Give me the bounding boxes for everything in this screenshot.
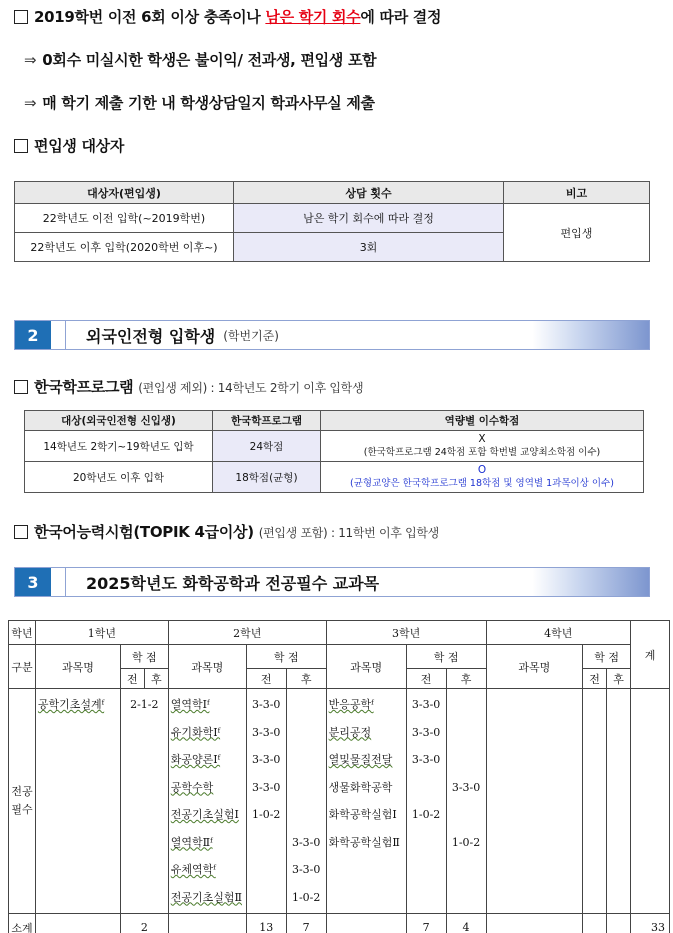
credit-value: 3-3-0: [411, 753, 441, 766]
credit-value: 1-0-2: [411, 808, 441, 821]
transfer-table: [14, 181, 650, 262]
year-header-4: 4학년: [486, 621, 630, 645]
course-name: 화공양론Ⅰᶠ: [170, 753, 221, 766]
grade-header: 학년: [9, 621, 36, 645]
course-name: 생물화학공학: [328, 780, 393, 794]
course-name: 화학공학실험Ⅰ: [328, 808, 397, 821]
section-number: 3: [15, 568, 51, 596]
korean-program-table: [24, 410, 644, 493]
course-name: 유기화학Ⅰᶠ: [170, 725, 221, 739]
second-semester-header: 후: [286, 669, 326, 689]
second-semester-header: 후: [446, 669, 486, 689]
credit-value: 3-3-0: [411, 725, 441, 739]
rule-highlight: 남은 학기 회수: [265, 8, 361, 26]
credit-value: 3-3-0: [451, 780, 481, 794]
kp-credit-cell: 24학점: [213, 431, 321, 462]
section-subtitle: (학번기준): [223, 328, 279, 343]
y2-second-credits: [286, 689, 326, 914]
subtotal-y3-second: 4: [446, 914, 486, 933]
kp-desc: (균형교양은 한국학프로그램 18학점 및 영역별 1과목이상 이수): [350, 478, 614, 489]
subtotal-y3-first: 7: [406, 914, 446, 933]
kp-target-cell: 14학년도 2학기~19학년도 입학: [25, 431, 213, 462]
y4-courses: [486, 689, 583, 914]
second-semester-header: 후: [144, 669, 168, 689]
transfer-remark-cell: 편입생: [504, 204, 650, 262]
kp-credit-cell: 18학점(균형): [213, 462, 321, 493]
credit-value: 3-3-0: [252, 780, 281, 794]
credit-value: 3-3-0: [252, 698, 281, 711]
kp-competency-cell: [321, 431, 644, 462]
category-line-1: 전공: [11, 785, 33, 798]
course-header: 과목명: [35, 645, 120, 689]
year-header-2: 2학년: [168, 621, 326, 645]
subtotal-y1: 2: [120, 914, 168, 933]
y3-first-credits: [406, 689, 446, 914]
section-title: [65, 568, 649, 596]
course-name: 반응공학ᶠ: [328, 698, 374, 711]
arrow-right-icon: ⇒: [24, 94, 37, 112]
korean-program-note: (편입생 제외) : 14학년도 2학기 이후 입학생: [138, 381, 364, 395]
section-2-banner: [14, 320, 650, 350]
note-1-text: 0회수 미실시한 학생은 불이익/ 전과생, 편입생 포함: [42, 51, 377, 69]
credit-header: 학 점: [246, 645, 326, 669]
note-line-1: [24, 49, 376, 70]
kp-mark: X: [478, 433, 486, 445]
course-name: 전공기초실험Ⅰ: [170, 808, 239, 821]
course-name: 공학기초설계ᶠ: [37, 698, 105, 711]
credit-value: 2-1-2: [130, 698, 159, 711]
credit-value: 1-0-2: [291, 890, 321, 904]
transfer-heading: [14, 135, 124, 156]
rule-line: [14, 6, 441, 27]
y4-first-credits: [583, 689, 607, 914]
course-name: 분리공정: [328, 725, 372, 739]
kp-mark: O: [477, 464, 487, 476]
section-title-text: 2025학년도 화학공학과 전공필수 교과목: [86, 573, 380, 593]
y1-credits: [120, 689, 168, 914]
course-header: 과목명: [486, 645, 583, 689]
transfer-target-cell: 22학년도 이전 입학(~2019학번): [15, 204, 234, 233]
checkbox-icon: [14, 380, 28, 394]
y2-first-credits: [246, 689, 286, 914]
total-cell: [631, 689, 670, 914]
transfer-count-cell: 남은 학기 회수에 따라 결정: [234, 204, 504, 233]
credit-value: 3-3-0: [291, 863, 321, 876]
checkbox-icon: [14, 139, 28, 153]
arrow-right-icon: ⇒: [24, 51, 37, 69]
course-name: 전공기초실험Ⅱ: [170, 890, 242, 904]
year-header-3: 3학년: [326, 621, 486, 645]
checkbox-icon: [14, 10, 28, 24]
note-line-2: [24, 92, 375, 113]
year-header-1: 1학년: [35, 621, 168, 645]
kp-target-cell: 20학년도 이후 입학: [25, 462, 213, 493]
kp-desc: (한국학프로그램 24학점 포함 학번별 교양최소학점 이수): [363, 447, 601, 458]
credit-value: 3-3-0: [252, 725, 281, 739]
first-semester-header: 전: [246, 669, 286, 689]
course-name: 유체역학ᶠ: [170, 863, 216, 876]
credit-value: 3-3-0: [252, 753, 281, 766]
category-line-2: 필수: [11, 803, 33, 816]
section-3-banner: [14, 567, 650, 597]
korean-program-title: 한국학프로그램: [34, 378, 134, 396]
course-header: 과목명: [326, 645, 406, 689]
kp-competency-cell: [321, 462, 644, 493]
course-name: 열역학Ⅱᶠ: [170, 835, 213, 849]
type-header: 구분: [9, 645, 36, 689]
transfer-title: 편입생 대상자: [34, 137, 125, 155]
subtotal-y2-first: 13: [246, 914, 286, 933]
y3-second-credits: [446, 689, 486, 914]
course-name: 열및물질전달: [328, 753, 393, 766]
rule-suffix: 에 따라 결정: [360, 8, 442, 26]
y3-courses: [326, 689, 406, 914]
checkbox-icon: [14, 525, 28, 539]
credit-value: 3-3-0: [411, 698, 441, 711]
first-semester-header: 전: [406, 669, 446, 689]
credit-value: 1-0-2: [451, 835, 481, 849]
y2-courses: [168, 689, 246, 914]
credit-value: 3-3-0: [291, 835, 321, 849]
section-title-text: 외국인전형 입학생: [86, 326, 216, 346]
course-name: 공학수학: [170, 780, 214, 794]
rule-prefix: 2019학번 이전 6회 이상 충족이나: [34, 8, 266, 26]
y1-courses: [35, 689, 120, 914]
transfer-header-target: 대상자(편입생): [15, 182, 234, 204]
section-title: [65, 321, 649, 349]
first-semester-header: 전: [583, 669, 607, 689]
kp-header-competency: 역량별 이수학점: [321, 411, 644, 431]
credit-header: 학 점: [120, 645, 168, 669]
korean-program-heading: [14, 376, 363, 397]
kp-header-target: 대상(외국인전형 신입생): [25, 411, 213, 431]
subtotal-y2-second: 7: [286, 914, 326, 933]
course-header: 과목명: [168, 645, 246, 689]
credit-header: 학 점: [583, 645, 631, 669]
topik-title: 한국어능력시험(TOPIK 4급이상): [34, 523, 254, 541]
topik-heading: [14, 521, 439, 542]
second-semester-header: 후: [607, 669, 631, 689]
section-number: 2: [15, 321, 51, 349]
total-header: 계: [631, 621, 670, 689]
transfer-header-count: 상담 횟수: [234, 182, 504, 204]
topik-note: (편입생 포함) : 11학번 이후 입학생: [258, 526, 439, 540]
first-semester-header: 전: [120, 669, 144, 689]
kp-header-credit: 한국학프로그램: [213, 411, 321, 431]
transfer-header-remark: 비고: [504, 182, 650, 204]
y4-second-credits: [607, 689, 631, 914]
course-name: 화학공학실험Ⅱ: [328, 835, 400, 849]
transfer-count-cell: 3회: [234, 233, 504, 262]
subtotal-total: 33: [631, 914, 670, 933]
category-cell: [9, 689, 36, 914]
credit-header: 학 점: [406, 645, 486, 669]
subtotal-label: 소계: [9, 914, 36, 933]
note-2-text: 매 학기 제출 기한 내 학생상담일지 학과사무실 제출: [42, 94, 375, 112]
course-name: 열역학Ⅰᶠ: [170, 698, 210, 711]
credit-value: 1-0-2: [252, 808, 281, 821]
transfer-target-cell: 22학년도 이후 입학(2020학번 이후~): [15, 233, 234, 262]
curriculum-table: [8, 620, 670, 933]
